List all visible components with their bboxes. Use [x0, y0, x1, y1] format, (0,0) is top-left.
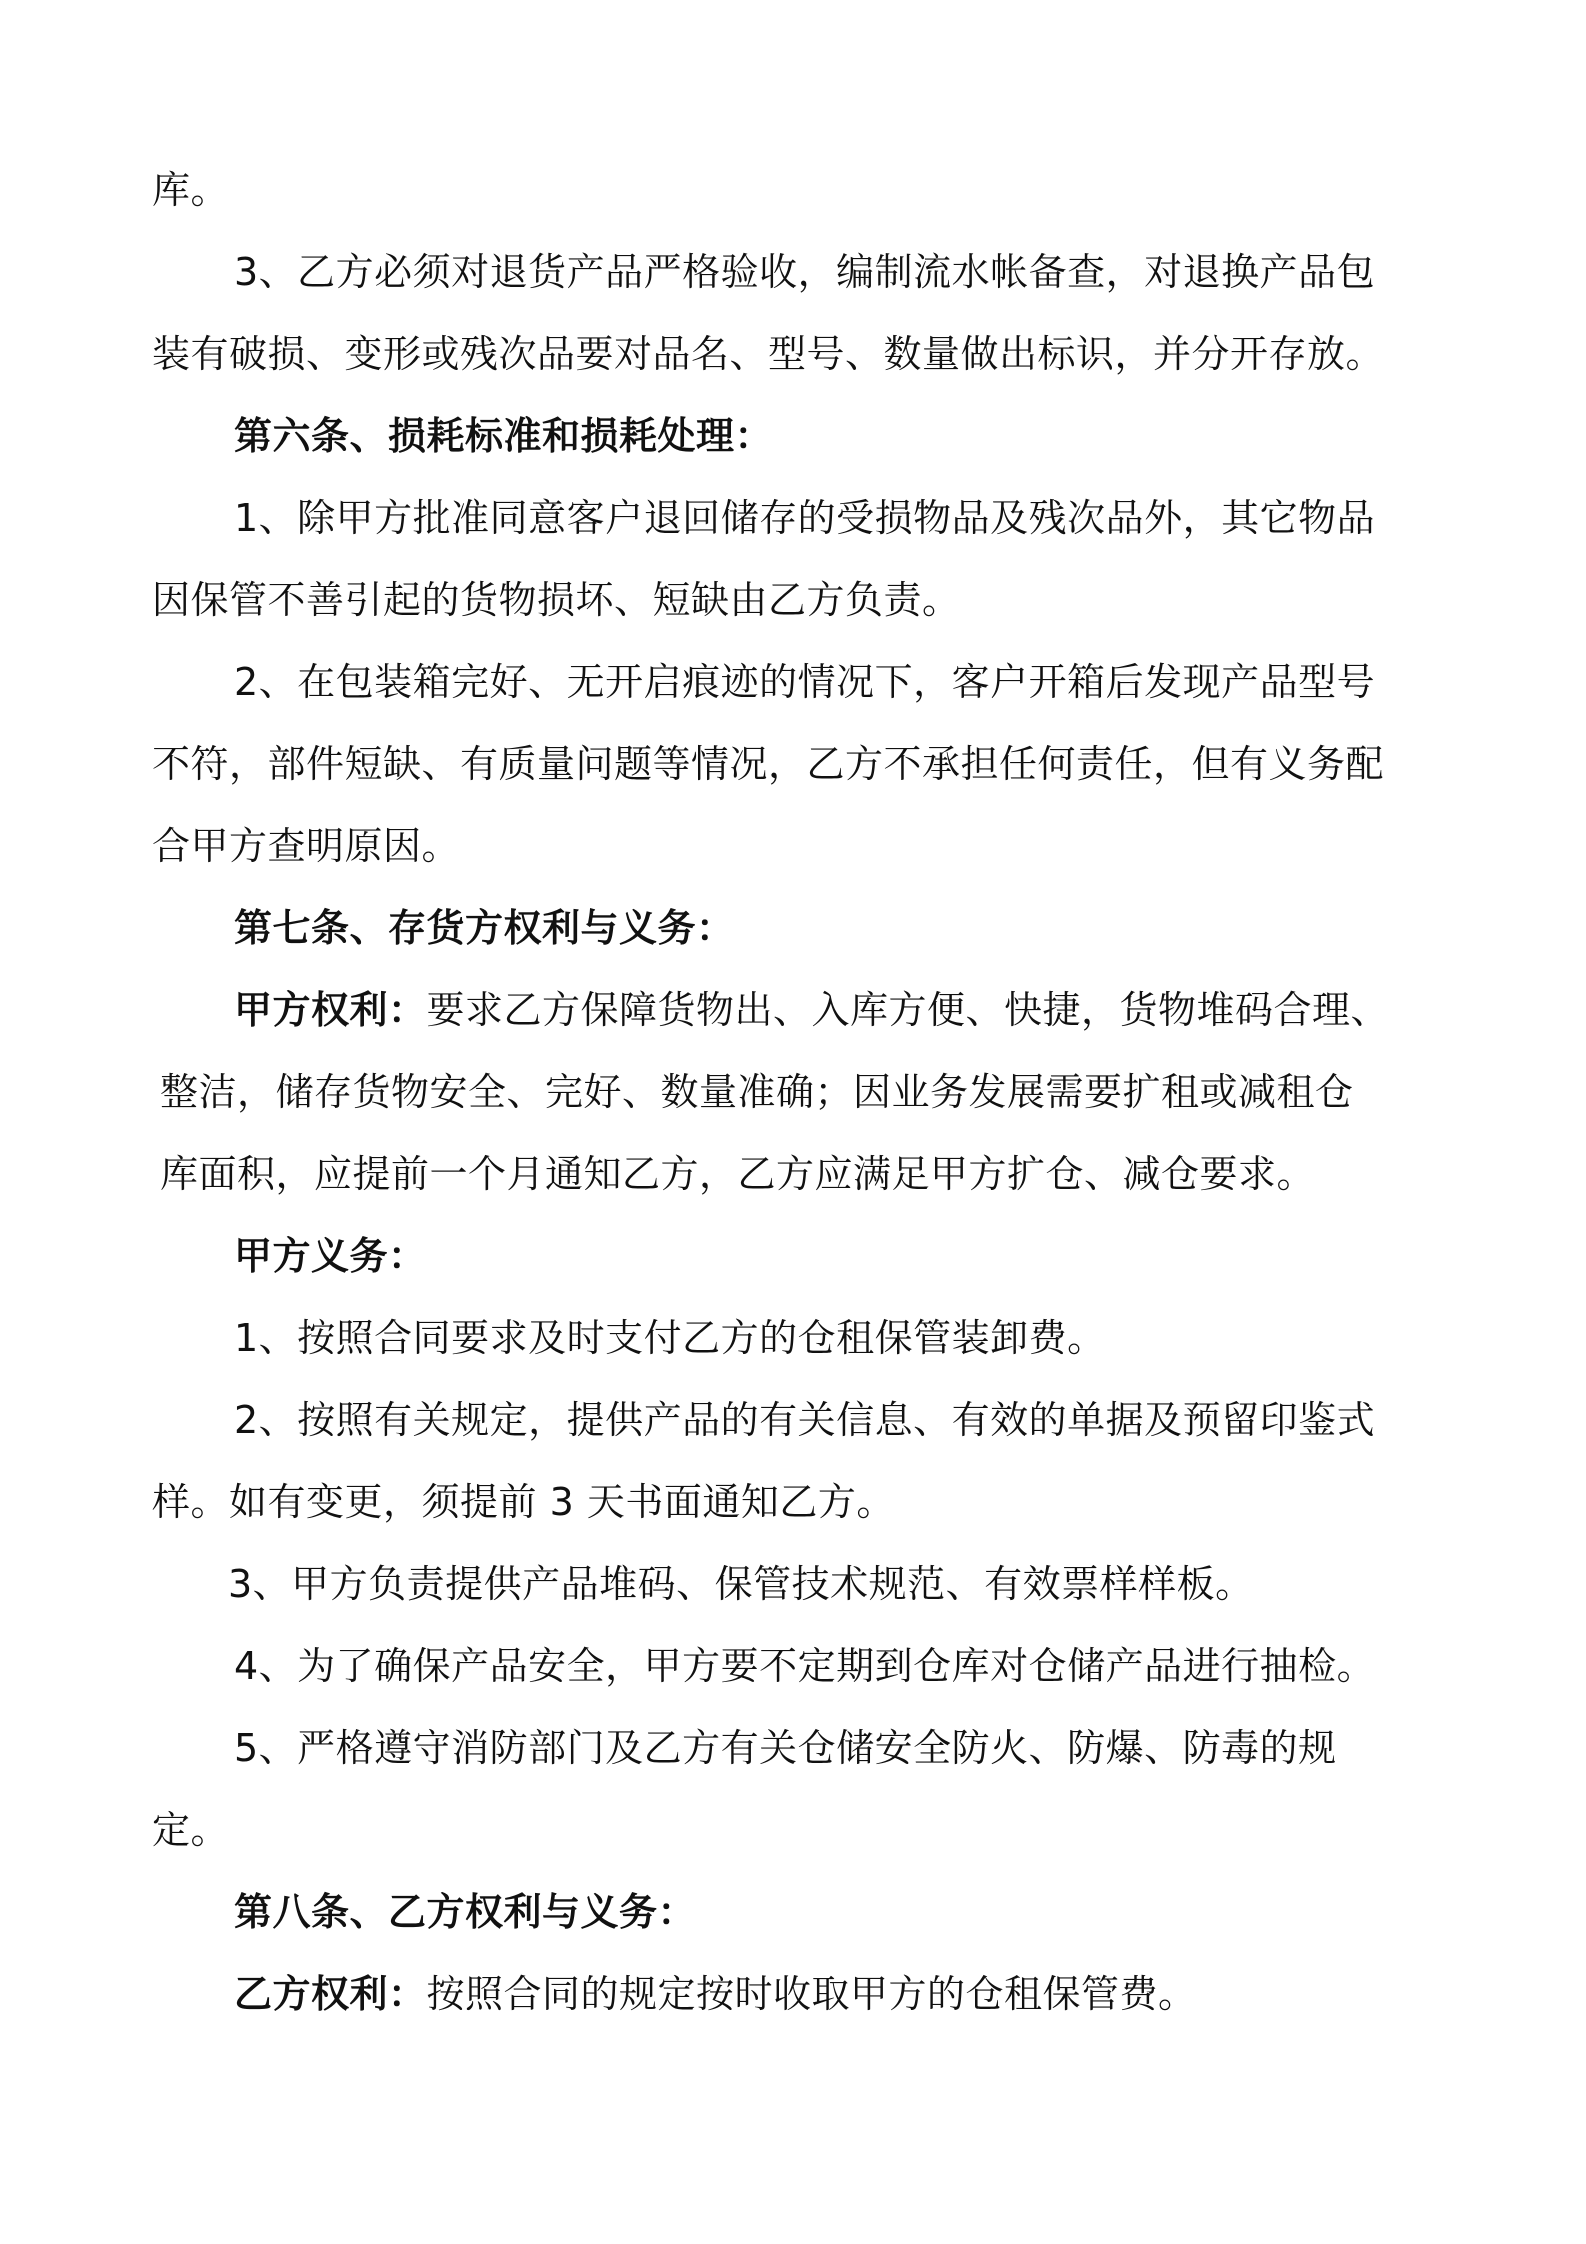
rights-text: 按照合同的规定按时收取甲方的仓租保管费。: [426, 1972, 1197, 2016]
text-line: 样。如有变更，须提前 3 天书面通知乙方。: [152, 1480, 895, 1524]
section-heading: 第六条、损耗标准和损耗处理：: [234, 414, 774, 458]
section-heading: 第八条、乙方权利与义务：: [234, 1890, 697, 1934]
rights-label: 甲方权利：: [234, 988, 427, 1032]
text-line: 整洁，储存货物安全、完好、数量准确；因业务发展需要扩租或减租仓: [160, 1070, 1354, 1114]
text-line: 2、在包装箱完好、无开启痕迹的情况下，客户开箱后发现产品型号: [234, 660, 1376, 704]
text-line: 4、为了确保产品安全，甲方要不定期到仓库对仓储产品进行抽检。: [234, 1644, 1376, 1688]
text-line: 库面积，应提前一个月通知乙方，乙方应满足甲方扩仓、减仓要求。: [160, 1152, 1316, 1196]
text-line: 3、乙方必须对退货产品严格验收，编制流水帐备查，对退换产品包: [234, 250, 1376, 294]
text-line: [234, 986, 1389, 1034]
section-heading: 第七条、存货方权利与义务：: [234, 906, 735, 950]
text-line: 2、按照有关规定，提供产品的有关信息、有效的单据及预留印鉴式: [234, 1398, 1376, 1442]
rights-text: 要求乙方保障货物出、入库方便、快捷，货物堆码合理、: [426, 988, 1390, 1032]
text-line: 5、严格遵守消防部门及乙方有关仓储安全防火、防爆、防毒的规: [234, 1726, 1337, 1770]
text-line: 1、除甲方批准同意客户退回储存的受损物品及残次品外，其它物品: [234, 496, 1376, 540]
text-line: 因保管不善引起的货物损坏、短缺由乙方负责。: [152, 578, 961, 622]
text-line: 1、按照合同要求及时支付乙方的仓租保管装卸费。: [234, 1316, 1106, 1360]
text-line: 定。: [152, 1808, 230, 1852]
text-line: [234, 1970, 1197, 2018]
text-line: 合甲方查明原因。: [152, 824, 461, 868]
obligations-label: 甲方义务：: [234, 1234, 427, 1278]
text-line: 不符，部件短缺、有质量问题等情况，乙方不承担任何责任，但有义务配: [152, 742, 1385, 786]
text-line: 库。: [152, 168, 230, 212]
text-line: 装有破损、变形或残次品要对品名、型号、数量做出标识，并分开存放。: [152, 332, 1385, 376]
text-line: 3、甲方负责提供产品堆码、保管技术规范、有效票样样板。: [228, 1562, 1254, 1606]
rights-label: 乙方权利：: [234, 1972, 427, 2016]
